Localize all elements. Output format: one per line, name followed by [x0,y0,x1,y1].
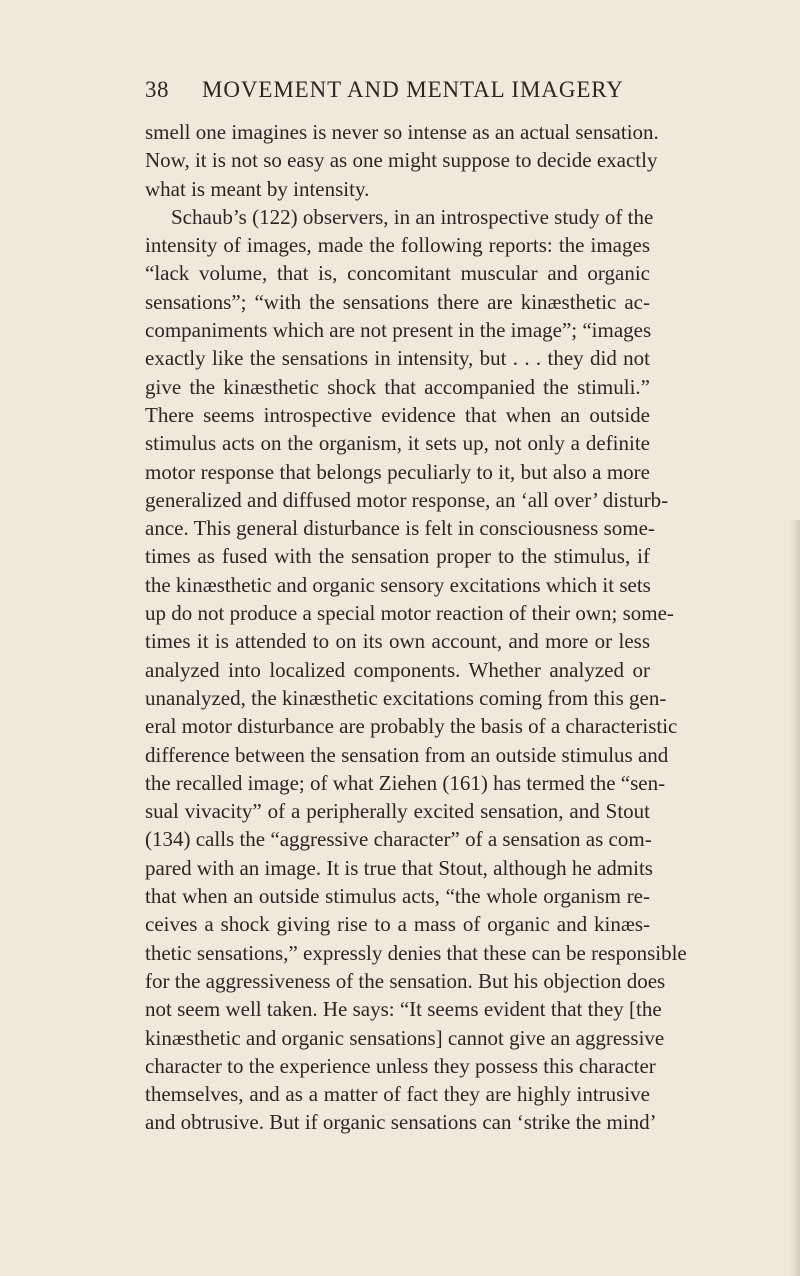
text-line: and obtrusive. But if organic sensations can ‘strike the mind’ [145,1110,657,1135]
text-line: exactly like the sensations in intensity, but . . . they did not [145,346,650,371]
body-text [145,118,687,1137]
text-line: There seems introspective evidence that when an outside [145,402,650,427]
text-line: Now, it is not so easy as one might suppose to decide exactly [145,148,658,173]
text-line: sual vivacity” of a peripherally excited sensation, and Stout [145,799,650,824]
text-line: ance. This general disturbance is felt in consciousness some- [145,516,655,541]
text-line: what is meant by intensity. [145,176,370,201]
text-line: unanalyzed, the kinæsthetic excitations coming from this gen- [145,685,667,710]
running-title: MOVEMENT AND MENTAL IMAGERY [202,77,624,102]
text-line: thetic sensations,” expressly denies that these can be responsible [145,940,687,965]
text-line: the recalled image; of what Ziehen (161) has termed the “sen- [145,770,666,795]
text-line: not seem well taken. He says: “It seems evident that they [the [145,997,662,1022]
text-line: that when an outside stimulus acts, “the whole organism re- [145,884,650,909]
text-line: for the aggressiveness of the sensation. But his objection does [145,968,666,993]
text-line: difference between the sensation from an outside stimulus and [145,742,669,767]
text-line: generalized and diffused motor response, an ‘all over’ disturb- [145,487,669,512]
text-line: pared with an image. It is true that Stout, although he admits [145,855,653,880]
text-line: give the kinæsthetic shock that accompanied the stimuli.” [145,374,650,399]
text-line: ceives a shock giving rise to a mass of organic and kinæs- [145,912,650,937]
text-line: companiments which are not present in the image”; “images [145,318,652,343]
page-number: 38 [145,77,169,102]
text-line: times it is attended to on its own account, and more or less [145,629,650,654]
text-line: eral motor disturbance are probably the basis of a characteristic [145,714,678,739]
text-line: motor response that belongs peculiarly to it, but also a more [145,459,650,484]
text-line: sensations”; “with the sensations there are kinæsthetic ac- [145,289,650,314]
text-line: character to the experience unless they possess this character [145,1053,656,1078]
text-line: analyzed into localized components. Whether analyzed or [145,657,650,682]
text-line: Schaub’s (122) observers, in an introspective study of the [171,204,654,229]
text-line: themselves, and as a matter of fact they are highly intrusive [145,1082,650,1107]
text-line: “lack volume, that is, concomitant muscular and organic [145,261,650,286]
text-line: the kinæsthetic and organic sensory excitations which it sets [145,572,651,597]
text-line: intensity of images, made the following reports: the images [145,233,650,258]
text-line: smell one imagines is never so intense as an actual sensation. [145,120,659,144]
page-header [145,77,650,109]
page-edge-shadow [790,520,800,1276]
text-line: stimulus acts on the organism, it sets up, not only a definite [145,431,650,456]
text-line: times as fused with the sensation proper to the stimulus, if [145,544,650,569]
text-line: kinæsthetic and organic sensations] cannot give an aggressive [145,1025,665,1050]
text-line: up do not produce a special motor reaction of their own; some- [145,601,674,626]
text-line: (134) calls the “aggressive character” of a sensation as com- [145,827,652,852]
